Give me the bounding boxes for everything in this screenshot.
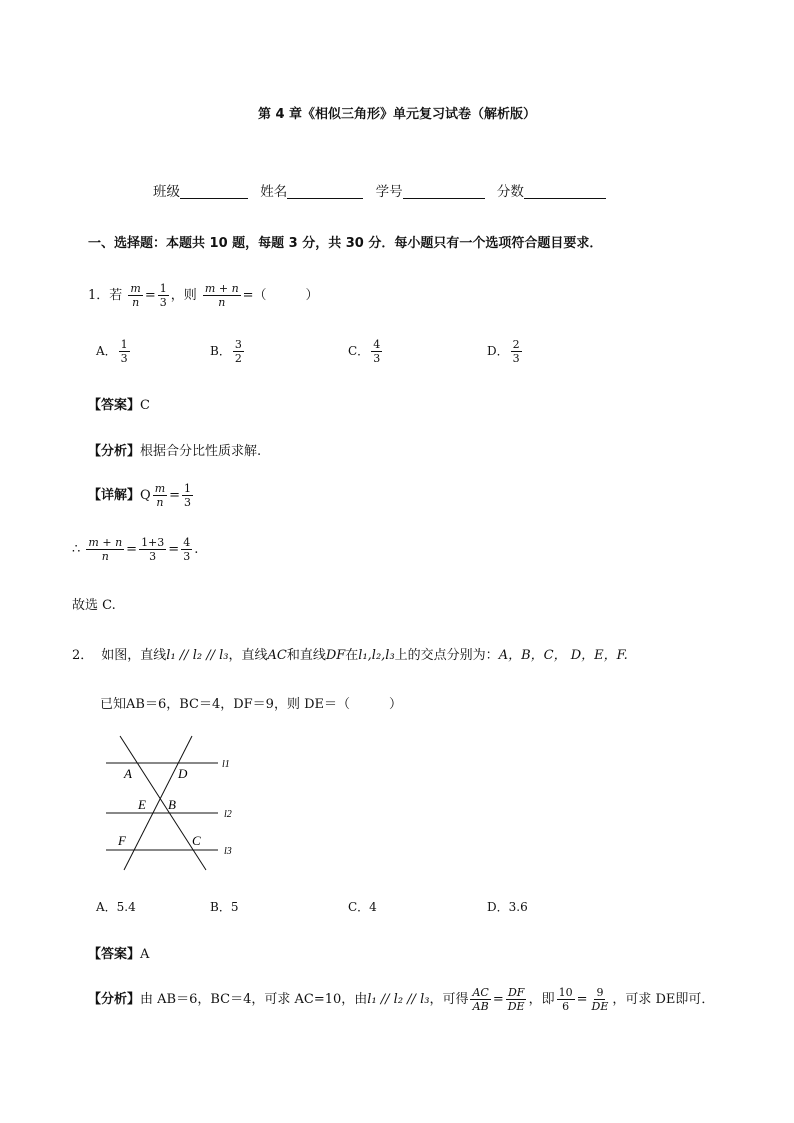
- q2-option-d[interactable]: D．3.6: [487, 900, 528, 914]
- name-blank[interactable]: [287, 184, 363, 199]
- section-heading: 一、选择题：本题共 10 题，每题 3 分，共 30 分．每小题只有一个选项符合题目要求．: [88, 236, 603, 251]
- q1-step: ∴ $\frac{m + n}{n}$ = $\frac{1+3}{3}$ = $\frac{4}{3}$ .: [72, 536, 199, 563]
- label-e: E: [138, 797, 146, 812]
- label-l1: l1: [222, 759, 230, 770]
- label-l3: l3: [224, 846, 232, 857]
- label-f: F: [118, 833, 126, 848]
- student-info-line: [153, 180, 614, 200]
- q2-answer: 【答案】A: [88, 947, 150, 962]
- parallel-lines-figure: [100, 732, 250, 874]
- label-l2: l2: [224, 809, 232, 820]
- page-title: 第 4 章《相似三角形》单元复习试卷（解析版）: [257, 107, 537, 122]
- fraction-m-plus-n-over-n: $\frac{m + n}{n}$: [204, 282, 239, 309]
- q1-option-b[interactable]: B． $\frac{3}{2}$: [210, 338, 242, 365]
- q1-analysis: 【分析】根据合分比性质求解.: [88, 444, 262, 459]
- fraction-m-over-n: $\frac{m}{n}$: [130, 282, 141, 309]
- id-blank[interactable]: [403, 184, 485, 199]
- q2-option-b[interactable]: B．5: [210, 900, 239, 914]
- q1-option-c[interactable]: C． $\frac{4}{3}$: [348, 338, 381, 365]
- question-1-stem: 1．若 $\frac{m}{n}$ = $\frac{1}{3}$ ，则 $\frac{m + n}{n}$ =（ ）: [88, 282, 319, 309]
- class-blank[interactable]: [180, 184, 248, 199]
- id-label: 学号: [375, 184, 403, 200]
- q1-option-d[interactable]: D． $\frac{2}{3}$: [487, 338, 520, 365]
- label-c: C: [192, 833, 201, 848]
- score-blank[interactable]: [524, 184, 606, 199]
- class-label: 班级: [153, 184, 180, 200]
- question-1-number: 1．若: [88, 288, 123, 303]
- question-2-stem: 2． 如图，直线l₁ // l₂ // l₃，直线AC和直线DF在l₁,l₂,l₃上的交点分别为：A，B，C， D，E，F.: [72, 648, 628, 663]
- label-d: D: [178, 766, 188, 781]
- fraction-one-third: $\frac{1}{3}$: [159, 282, 167, 309]
- q1-detail: 【详解】Q $\frac{m}{n}$ = $\frac{1}{3}$: [88, 482, 192, 509]
- q1-option-a[interactable]: A． $\frac{1}{3}$: [96, 338, 128, 365]
- q1-conclusion: 故选 C.: [72, 598, 116, 613]
- q2-option-a[interactable]: A．5.4: [96, 900, 136, 914]
- q1-answer: 【答案】C: [88, 398, 150, 413]
- score-label: 分数: [496, 184, 524, 200]
- question-2-given: 已知AB＝6，BC＝4，DF＝9，则 DE＝（ ）: [100, 697, 402, 712]
- label-a: A: [124, 766, 132, 781]
- label-b: B: [168, 797, 176, 812]
- q2-analysis: 【分析】由 AB＝6，BC＝4，可求 AC=10，由l₁ // l₂ // l₃，可得 $\frac{AC}{AB}$ = $\frac{DF}{DE}$ ，即 $\frac{10}{6}$ = $\frac{9}{DE}$ ，可求 DE即可．: [88, 986, 715, 1013]
- q2-option-c[interactable]: C．4: [348, 900, 377, 914]
- name-label: 姓名: [260, 184, 288, 200]
